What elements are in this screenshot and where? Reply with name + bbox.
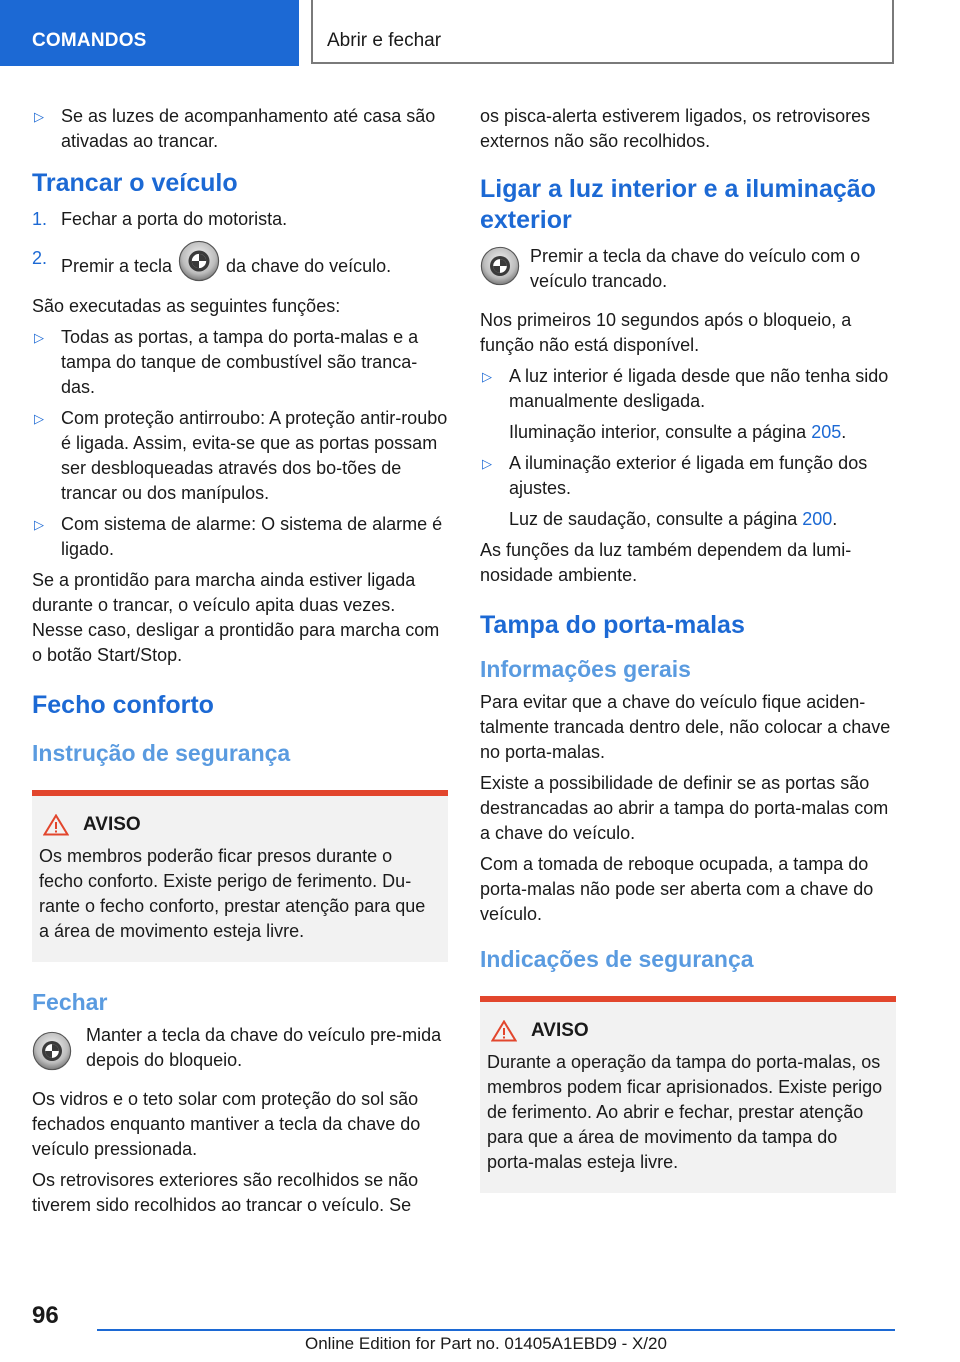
footer-divider <box>97 1329 895 1331</box>
list-item: ▷ A luz interior é ligada desde que não tenha sido manualmente desligada. <box>482 366 889 411</box>
list-item: ▷ Com sistema de alarme: O sistema de alarme é ligado. <box>34 514 443 559</box>
page-header <box>311 0 894 64</box>
cross-reference: Luz de saudação, consulte a página 200. <box>509 509 838 529</box>
paragraph: os pisca-alerta estiverem ligados, os retrovisores externos não são recolhidos. <box>480 106 871 151</box>
page-number: 96 <box>32 1302 59 1329</box>
paragraph: Nos primeiros 10 segundos após o bloqueio, a função não está disponível. <box>480 310 852 355</box>
right-column <box>480 104 896 1219</box>
warning-text: Os membros poderão ficar presos durante o fecho conforto. Existe perigo de ferimento. Du-rante o fecho conforto, prestar atenção para que a área de movimento esteja livre. <box>39 846 426 941</box>
bmw-key-button-icon <box>32 1031 72 1071</box>
step-2: 2. Premir a tecla da chave do veículo. <box>32 246 448 288</box>
heading-trancar: Trancar o veículo <box>32 169 238 197</box>
bmw-key-button-icon <box>480 246 520 286</box>
warning-title: AVISO <box>531 1020 589 1041</box>
triangle-bullet-icon: ▷ <box>34 330 44 345</box>
section-label: COMANDOS <box>32 30 147 51</box>
paragraph: Os retrovisores exteriores são recolhidos se não tiverem sido recolhidos ao trancar o veículo. Se <box>32 1170 419 1215</box>
heading-info: Informações gerais <box>480 656 691 682</box>
warning-icon <box>43 814 69 836</box>
bmw-key-button-icon <box>178 240 220 282</box>
paragraph: Os vidros e o teto solar com proteção do sol são fechados enquanto mantiver a tecla da chave do veículo pressionada. <box>32 1089 421 1159</box>
warning-box <box>32 790 448 962</box>
triangle-bullet-icon: ▷ <box>482 456 492 471</box>
heading-luz: Ligar a luz interior e a iluminação exterior <box>480 175 876 234</box>
heading-fecho-conforto: Fecho conforto <box>32 691 214 719</box>
warning-box <box>480 996 896 1193</box>
page-link[interactable]: 200 <box>802 509 833 529</box>
triangle-bullet-icon: ▷ <box>34 517 44 532</box>
key-instruction: Manter a tecla da chave do veículo pre-mida depois do bloqueio. <box>32 1023 448 1073</box>
cross-reference: Iluminação interior, consulte a página 205. <box>509 422 847 442</box>
paragraph: São executadas as seguintes funções: <box>32 296 341 316</box>
list-item: ▷ Todas as portas, a tampa do porta-malas e a tampa do tanque de combustível são tranca-das. <box>34 327 419 397</box>
list-item: ▷ Se as luzes de acompanhamento até casa são ativadas ao trancar. <box>34 106 436 151</box>
key-instruction: Premir a tecla da chave do veículo com o veículo trancado. <box>480 244 896 294</box>
warning-text: Durante a operação da tampa do porta-malas, os membros podem ficar aprisionados. Existe perigo de ferimento. Ao abrir e fechar, prestar atenção para que a área de movimento da tampa do porta-malas esteja livre. <box>487 1052 883 1172</box>
triangle-bullet-icon: ▷ <box>34 411 44 426</box>
heading-fechar: Fechar <box>32 989 108 1015</box>
heading-indicacoes: Indicações de segurança <box>480 946 754 972</box>
page-title: Abrir e fechar <box>327 30 442 51</box>
warning-icon <box>491 1020 517 1042</box>
heading-tampa: Tampa do porta-malas <box>480 611 745 639</box>
triangle-bullet-icon: ▷ <box>482 369 492 384</box>
paragraph: Para evitar que a chave do veículo fique aciden-talmente trancada dentro dele, não colocar a chave no porta-malas. <box>480 692 891 762</box>
left-column <box>32 104 448 1224</box>
paragraph: Com a tomada de reboque ocupada, a tampa do porta-malas não pode ser aberta com a chave do veículo. <box>480 854 874 924</box>
page-link[interactable]: 205 <box>811 422 842 442</box>
step-1: 1. Fechar a porta do motorista. <box>32 209 288 229</box>
paragraph: Existe a possibilidade de definir se as portas são destrancadas ao abrir a tampa do porta-malas com a chave do veículo. <box>480 773 889 843</box>
section-tab <box>0 0 299 66</box>
paragraph: As funções da luz também dependem da lumi-nosidade ambiente. <box>480 540 852 585</box>
triangle-bullet-icon: ▷ <box>34 109 44 124</box>
footer-edition: Online Edition for Part no. 01405A1EBD9 - X/20 <box>305 1334 667 1353</box>
list-item: ▷ Com proteção antirroubo: A proteção antir-roubo é ligada. Assim, evita-se que as portas possam ser desbloqueadas através dos bo-tões de trancar ou dos manípulos. <box>34 408 448 503</box>
list-item: ▷ A iluminação exterior é ligada em função dos ajustes. <box>482 453 868 498</box>
warning-title: AVISO <box>83 814 141 835</box>
paragraph: Se a prontidão para marcha ainda estiver ligada durante o trancar, o veículo apita duas vezes. Nesse caso, desligar a prontidão para marcha com o botão Start/Stop. <box>32 570 440 665</box>
heading-instrucao: Instrução de segurança <box>32 740 291 766</box>
